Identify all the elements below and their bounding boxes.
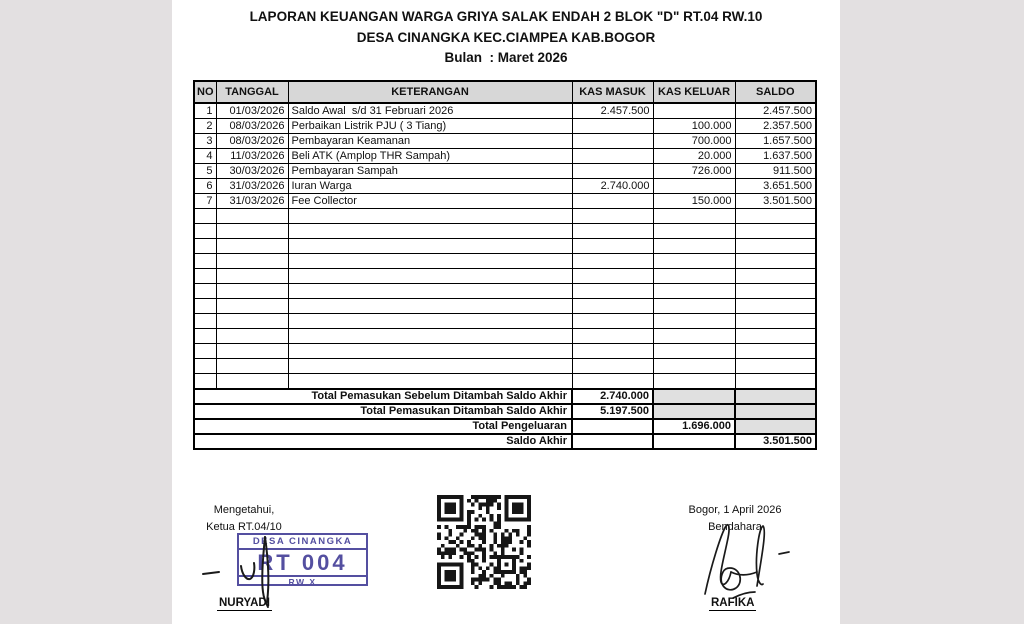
cell-saldo: 2.457.500: [735, 103, 816, 119]
cell-empty: [288, 209, 572, 224]
cell-kas_masuk: 2.740.000: [572, 179, 653, 194]
cell-empty: [216, 299, 288, 314]
cell-no: 3: [194, 134, 216, 149]
cell-empty: [194, 314, 216, 329]
cell-empty: [653, 224, 735, 239]
column-header-1: TANGGAL: [216, 81, 288, 103]
cell-empty: [735, 239, 816, 254]
cell-kas_keluar: [653, 179, 735, 194]
cell-empty: [288, 374, 572, 390]
cell-keterangan: Pembayaran Keamanan: [288, 134, 572, 149]
table-empty-row: [194, 344, 816, 359]
cell-empty: [288, 344, 572, 359]
cell-empty: [572, 284, 653, 299]
document-page: [172, 0, 840, 624]
cell-empty: [653, 284, 735, 299]
right-signature-line-1: Bogor, 1 April 2026: [688, 504, 782, 516]
cell-empty: [653, 209, 735, 224]
table-empty-row: [194, 299, 816, 314]
cell-empty: [216, 239, 288, 254]
cell-no: 1: [194, 103, 216, 119]
table-empty-row: [194, 269, 816, 284]
cell-keterangan: Beli ATK (Amplop THR Sampah): [288, 149, 572, 164]
cell-empty: [288, 329, 572, 344]
total-label: Total Pemasukan Ditambah Saldo Akhir: [194, 404, 572, 419]
cell-empty: [735, 299, 816, 314]
table-row: [194, 119, 816, 134]
total-saldo: 3.501.500: [735, 434, 816, 449]
cell-empty: [572, 209, 653, 224]
cell-empty: [216, 344, 288, 359]
cell-tanggal: 08/03/2026: [216, 119, 288, 134]
cell-no: 4: [194, 149, 216, 164]
report-title-line-1: LAPORAN KEUANGAN WARGA GRIYA SALAK ENDAH 2 BLOK "D" RT.04 RW.10: [249, 9, 763, 24]
column-header-5: SALDO: [735, 81, 816, 103]
cell-saldo: 2.357.500: [735, 119, 816, 134]
cell-empty: [288, 239, 572, 254]
cell-keterangan: Fee Collector: [288, 194, 572, 209]
table-row: [194, 194, 816, 209]
cell-no: 2: [194, 119, 216, 134]
cell-empty: [653, 374, 735, 390]
cell-empty: [572, 224, 653, 239]
cell-empty: [572, 329, 653, 344]
table-row: [194, 103, 816, 119]
cell-empty: [572, 299, 653, 314]
total-kas_keluar: 1.696.000: [653, 419, 735, 434]
left-signer-name: NURYADI: [219, 597, 270, 609]
cell-empty: [216, 224, 288, 239]
table-row: [194, 164, 816, 179]
cell-kas_masuk: [572, 119, 653, 134]
cell-empty: [735, 209, 816, 224]
finance-table-body: [194, 103, 816, 449]
cell-no: 5: [194, 164, 216, 179]
right-signature-line-2: Bendahara: [708, 521, 762, 533]
header-row: [194, 81, 816, 103]
cell-kas_masuk: 2.457.500: [572, 103, 653, 119]
cell-tanggal: 11/03/2026: [216, 149, 288, 164]
cell-saldo: 1.657.500: [735, 134, 816, 149]
total-kas_keluar: [653, 434, 735, 449]
cell-empty: [572, 344, 653, 359]
cell-empty: [735, 329, 816, 344]
table-total-row: [194, 434, 816, 449]
column-header-0: NO: [194, 81, 216, 103]
cell-empty: [216, 284, 288, 299]
table-empty-row: [194, 239, 816, 254]
qr-code: [437, 495, 531, 589]
right-signer-name: RAFIKA: [711, 597, 755, 609]
table-empty-row: [194, 374, 816, 390]
cell-empty: [653, 314, 735, 329]
cell-empty: [194, 239, 216, 254]
cell-empty: [572, 254, 653, 269]
cell-empty: [288, 359, 572, 374]
table-row: [194, 149, 816, 164]
left-signature-heading: [194, 502, 294, 536]
total-kas_keluar: [653, 404, 735, 419]
table-empty-row: [194, 329, 816, 344]
qr-code-svg: [437, 495, 531, 589]
cell-tanggal: 31/03/2026: [216, 179, 288, 194]
cell-kas_keluar: 20.000: [653, 149, 735, 164]
cell-empty: [194, 344, 216, 359]
cell-empty: [288, 254, 572, 269]
cell-empty: [194, 224, 216, 239]
cell-empty: [735, 224, 816, 239]
cell-empty: [735, 284, 816, 299]
total-saldo: [735, 389, 816, 404]
cell-empty: [735, 254, 816, 269]
total-kas_masuk: 2.740.000: [572, 389, 653, 404]
table-empty-row: [194, 209, 816, 224]
cell-empty: [735, 359, 816, 374]
cell-empty: [194, 359, 216, 374]
cell-empty: [194, 269, 216, 284]
total-kas_keluar: [653, 389, 735, 404]
column-header-2: KETERANGAN: [288, 81, 572, 103]
total-label: Total Pemasukan Sebelum Ditambah Saldo Akhir: [194, 389, 572, 404]
cell-empty: [216, 209, 288, 224]
finance-table: [193, 80, 817, 450]
table-total-row: [194, 389, 816, 404]
cell-empty: [216, 269, 288, 284]
cell-empty: [288, 269, 572, 284]
table-total-row: [194, 404, 816, 419]
rt-stamp: [237, 533, 368, 586]
table-empty-row: [194, 284, 816, 299]
cell-saldo: 3.501.500: [735, 194, 816, 209]
left-signature-line-2: Ketua RT.04/10: [206, 521, 282, 533]
cell-empty: [216, 254, 288, 269]
cell-saldo: 1.637.500: [735, 149, 816, 164]
cell-empty: [288, 284, 572, 299]
cell-empty: [194, 299, 216, 314]
cell-empty: [194, 329, 216, 344]
cell-empty: [194, 254, 216, 269]
rt-stamp-village: DESA CINANGKA: [239, 535, 366, 550]
cell-tanggal: 08/03/2026: [216, 134, 288, 149]
cell-empty: [572, 314, 653, 329]
cell-tanggal: 31/03/2026: [216, 194, 288, 209]
total-saldo: [735, 404, 816, 419]
total-saldo: [735, 419, 816, 434]
cell-empty: [572, 239, 653, 254]
cell-keterangan: Saldo Awal s/d 31 Februari 2026: [288, 103, 572, 119]
cell-empty: [735, 314, 816, 329]
cell-empty: [216, 374, 288, 390]
cell-empty: [572, 374, 653, 390]
table-empty-row: [194, 359, 816, 374]
total-kas_masuk: 5.197.500: [572, 404, 653, 419]
cell-empty: [653, 329, 735, 344]
cell-kas_keluar: 100.000: [653, 119, 735, 134]
report-title-line-3: Bulan : Maret 2026: [444, 50, 568, 65]
column-header-3: KAS MASUK: [572, 81, 653, 103]
cell-empty: [653, 299, 735, 314]
total-label: Saldo Akhir: [194, 434, 572, 449]
cell-empty: [653, 269, 735, 284]
finance-table-head: [194, 81, 816, 103]
cell-empty: [216, 314, 288, 329]
cell-kas_masuk: [572, 134, 653, 149]
total-kas_masuk: [572, 419, 653, 434]
cell-saldo: 911.500: [735, 164, 816, 179]
cell-empty: [572, 359, 653, 374]
cell-empty: [572, 269, 653, 284]
cell-kas_keluar: 150.000: [653, 194, 735, 209]
cell-keterangan: Pembayaran Sampah: [288, 164, 572, 179]
table-empty-row: [194, 314, 816, 329]
cell-empty: [194, 374, 216, 390]
table-empty-row: [194, 224, 816, 239]
column-header-4: KAS KELUAR: [653, 81, 735, 103]
cell-kas_masuk: [572, 164, 653, 179]
table-row: [194, 179, 816, 194]
cell-kas_keluar: 700.000: [653, 134, 735, 149]
cell-kas_masuk: [572, 194, 653, 209]
cell-empty: [653, 344, 735, 359]
cell-empty: [216, 329, 288, 344]
cell-empty: [194, 209, 216, 224]
cell-keterangan: Iuran Warga: [288, 179, 572, 194]
cell-no: 6: [194, 179, 216, 194]
cell-tanggal: 30/03/2026: [216, 164, 288, 179]
cell-saldo: 3.651.500: [735, 179, 816, 194]
cell-kas_masuk: [572, 149, 653, 164]
cell-empty: [735, 269, 816, 284]
table-row: [194, 134, 816, 149]
cell-empty: [735, 344, 816, 359]
cell-empty: [288, 314, 572, 329]
total-label: Total Pengeluaran: [194, 419, 572, 434]
report-title-line-2: DESA CINANGKA KEC.CIAMPEA KAB.BOGOR: [356, 29, 656, 45]
cell-kas_keluar: [653, 103, 735, 119]
cell-empty: [653, 359, 735, 374]
total-kas_masuk: [572, 434, 653, 449]
cell-no: 7: [194, 194, 216, 209]
table-total-row: [194, 419, 816, 434]
cell-empty: [288, 299, 572, 314]
cell-empty: [653, 254, 735, 269]
report-title-block: [172, 7, 840, 69]
cell-empty: [288, 224, 572, 239]
cell-empty: [735, 374, 816, 390]
rt-stamp-rw: RW X: [239, 575, 366, 587]
cell-keterangan: Perbaikan Listrik PJU ( 3 Tiang): [288, 119, 572, 134]
cell-empty: [653, 239, 735, 254]
cell-empty: [216, 359, 288, 374]
cell-tanggal: 01/03/2026: [216, 103, 288, 119]
rt-stamp-number: RT 004: [257, 550, 348, 575]
right-signature-heading: [675, 502, 795, 536]
cell-empty: [194, 284, 216, 299]
table-empty-row: [194, 254, 816, 269]
cell-kas_keluar: 726.000: [653, 164, 735, 179]
left-signature-line-1: Mengetahui,: [213, 504, 275, 516]
